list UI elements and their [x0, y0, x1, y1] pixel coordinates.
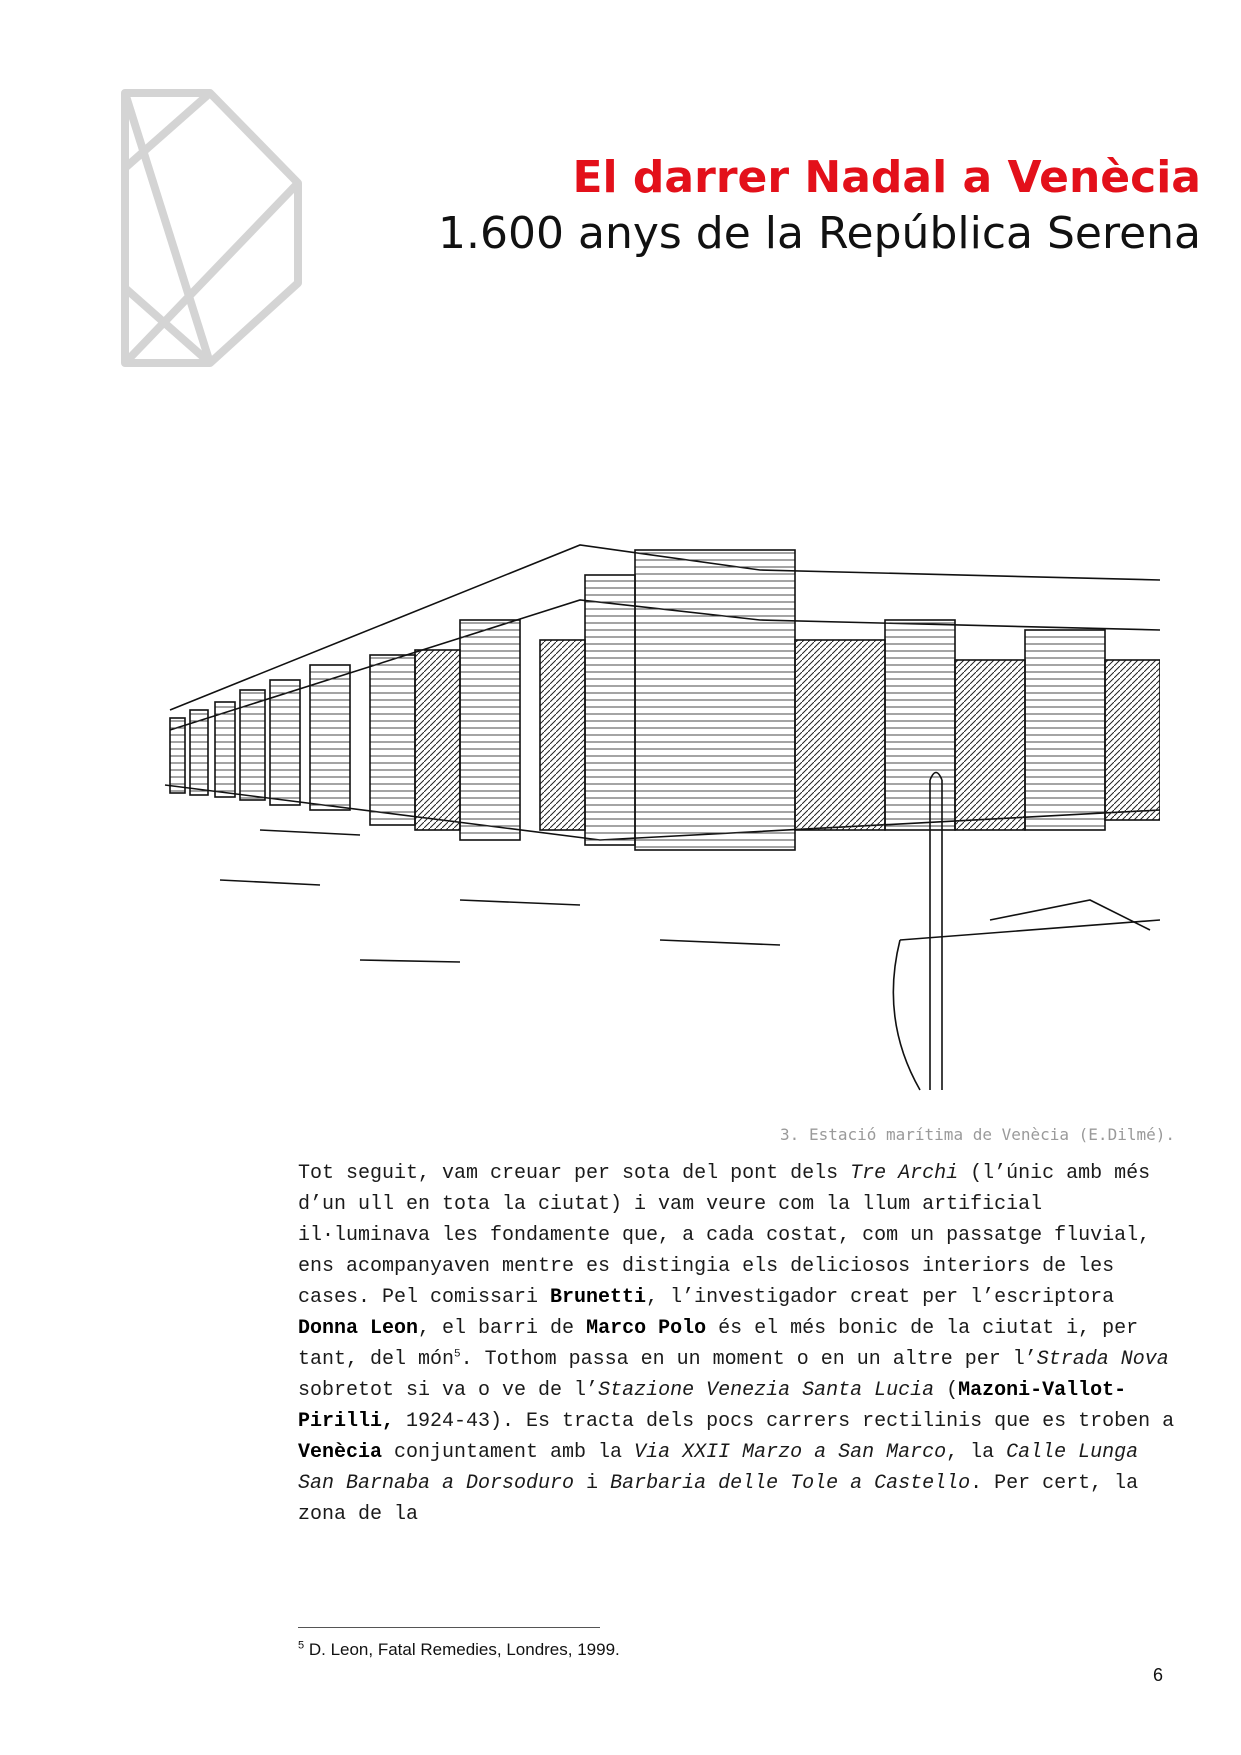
place-name: Via XXII Marzo a San Marco: [634, 1441, 947, 1464]
person-name: Brunetti: [550, 1286, 647, 1309]
page-title: El darrer Nadal a Venècia: [572, 152, 1201, 203]
text-span: , la: [946, 1441, 1007, 1464]
person-name: Donna Leon: [298, 1317, 419, 1340]
footnote-divider: [298, 1627, 600, 1628]
text-span: 1924-43). Es tracta dels pocs carrers rectilinis que es troben a: [394, 1410, 1175, 1433]
text-span: i: [574, 1472, 611, 1495]
figure-caption: 3. Estació marítima de Venècia (E.Dilmé).: [780, 1125, 1175, 1144]
footnote: [298, 1640, 620, 1660]
page-subtitle: 1.600 anys de la República Serena: [438, 208, 1201, 259]
place-name: Venècia: [298, 1441, 383, 1464]
text-span: (l’únic amb més d’un ull en tota la ciutat) i vam veure com la llum artificial il·luminava les fondamente que, a cada costat, com un passatge fluvial, ens acompanyaven mentre es distingia els deliciosos interiors de les cases. Pel comissari: [298, 1162, 1151, 1309]
text-span: és el més bonic de la ciutat i, per tant, del món: [298, 1317, 1139, 1371]
text-span: , l’investigador creat per l’escriptora: [646, 1286, 1115, 1309]
place-name: Strada Nova: [1036, 1348, 1169, 1371]
title-block: [438, 150, 1201, 262]
footnote-ref: 5: [454, 1348, 461, 1361]
text-span: . Tothom passa en un moment o en un altre per l’: [460, 1348, 1037, 1371]
text-span: Tot seguit, vam creuar per sota del pont dels: [298, 1162, 851, 1185]
page-number: 6: [1152, 1665, 1163, 1685]
place-name: Stazione Venezia Santa Lucia: [598, 1379, 935, 1402]
architect-names: Mazoni-Vallot-Pirilli,: [298, 1379, 1127, 1433]
place-name: Tre Archi: [850, 1162, 959, 1185]
text-span: . Per cert, la zona de la: [298, 1472, 1139, 1526]
text-span: conjuntament amb la: [382, 1441, 635, 1464]
footnote-text: D. Leon, Fatal Remedies, Londres, 1999.: [304, 1640, 620, 1659]
text-span: (: [934, 1379, 959, 1402]
text-span: , el barri de: [418, 1317, 587, 1340]
geometric-d-logo-icon: [120, 88, 310, 368]
maritime-station-sketch: [160, 480, 1160, 1100]
text-span: sobretot si va o ve de l’: [298, 1379, 599, 1402]
place-name: Calle Lunga San Barnaba a Dorsoduro: [298, 1441, 1139, 1495]
place-name: Marco Polo: [586, 1317, 707, 1340]
footnote-number: 5: [298, 1639, 305, 1652]
body-paragraph: [298, 1158, 1178, 1530]
place-name: Barbaria delle Tole a Castello: [610, 1472, 971, 1495]
